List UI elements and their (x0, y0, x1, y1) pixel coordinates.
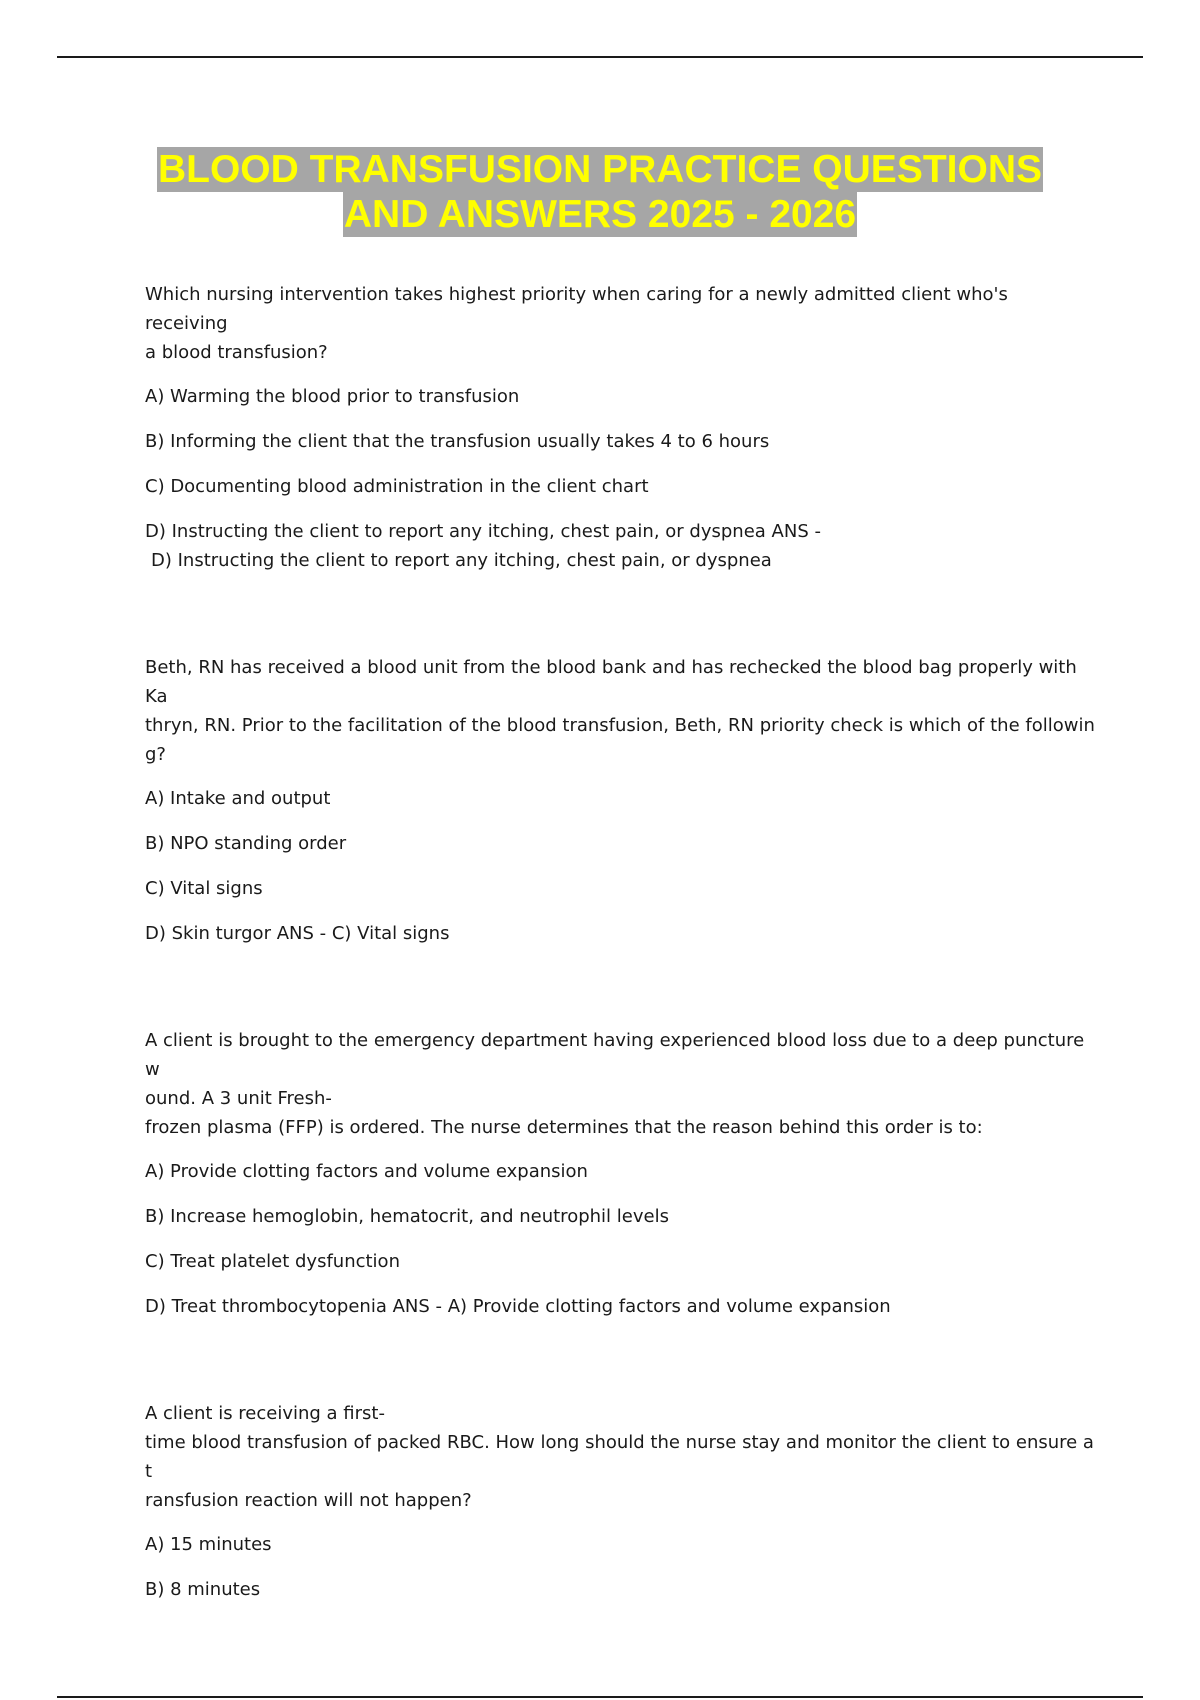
answer-text: D) Instructing the client to report any itching, chest pain, or dyspnea (151, 550, 772, 571)
question-text: Beth, RN has received a blood unit from the blood bank and has rechecked the blood bag properly with Ka thryn, RN. Prior to the facilitation of the blood transfusion, Beth, RN priority check is which of the followin g? (145, 657, 1095, 765)
question-list (145, 280, 1095, 1682)
question-1 (145, 280, 1095, 575)
footer-rule (57, 1696, 1143, 1698)
option-c: C) Documenting blood administration in the client chart (145, 476, 649, 497)
question-2 (145, 653, 1095, 948)
option-a: A) Warming the blood prior to transfusion (145, 386, 520, 407)
option-a: A) Intake and output (145, 788, 331, 809)
question-4 (145, 1399, 1095, 1604)
option-b: B) 8 minutes (145, 1579, 261, 1600)
document-title (0, 147, 1200, 237)
question-text: Which nursing intervention takes highest priority when caring for a newly admitted client who's receiving a blood transfusion? (145, 284, 1008, 363)
option-d: D) Instructing the client to report any itching, chest pain, or dyspnea ANS - (145, 521, 821, 542)
option-d: D) Skin turgor ANS - C) Vital signs (145, 923, 450, 944)
title-line-1: BLOOD TRANSFUSION PRACTICE QUESTIONS (157, 148, 1043, 191)
option-b: B) NPO standing order (145, 833, 347, 854)
question-text: A client is receiving a first- time blood transfusion of packed RBC. How long should the nurse stay and monitor the client to ensure a t ransfusion reaction will not happen? (145, 1403, 1094, 1511)
header-rule (57, 56, 1143, 58)
option-b: B) Informing the client that the transfusion usually takes 4 to 6 hours (145, 431, 770, 452)
option-a: A) Provide clotting factors and volume expansion (145, 1161, 588, 1182)
option-a: A) 15 minutes (145, 1534, 272, 1555)
option-b: B) Increase hemoglobin, hematocrit, and neutrophil levels (145, 1206, 669, 1227)
question-3 (145, 1026, 1095, 1321)
question-text: A client is brought to the emergency department having experienced blood loss due to a deep puncture w ound. A 3 unit Fresh- frozen plasma (FFP) is ordered. The nurse determines that the reason behind this order is to: (145, 1030, 1085, 1138)
option-d: D) Treat thrombocytopenia ANS - A) Provide clotting factors and volume expansion (145, 1296, 891, 1317)
option-c: C) Vital signs (145, 878, 263, 899)
option-c: C) Treat platelet dysfunction (145, 1251, 400, 1272)
title-line-2: AND ANSWERS 2025 - 2026 (343, 193, 857, 236)
